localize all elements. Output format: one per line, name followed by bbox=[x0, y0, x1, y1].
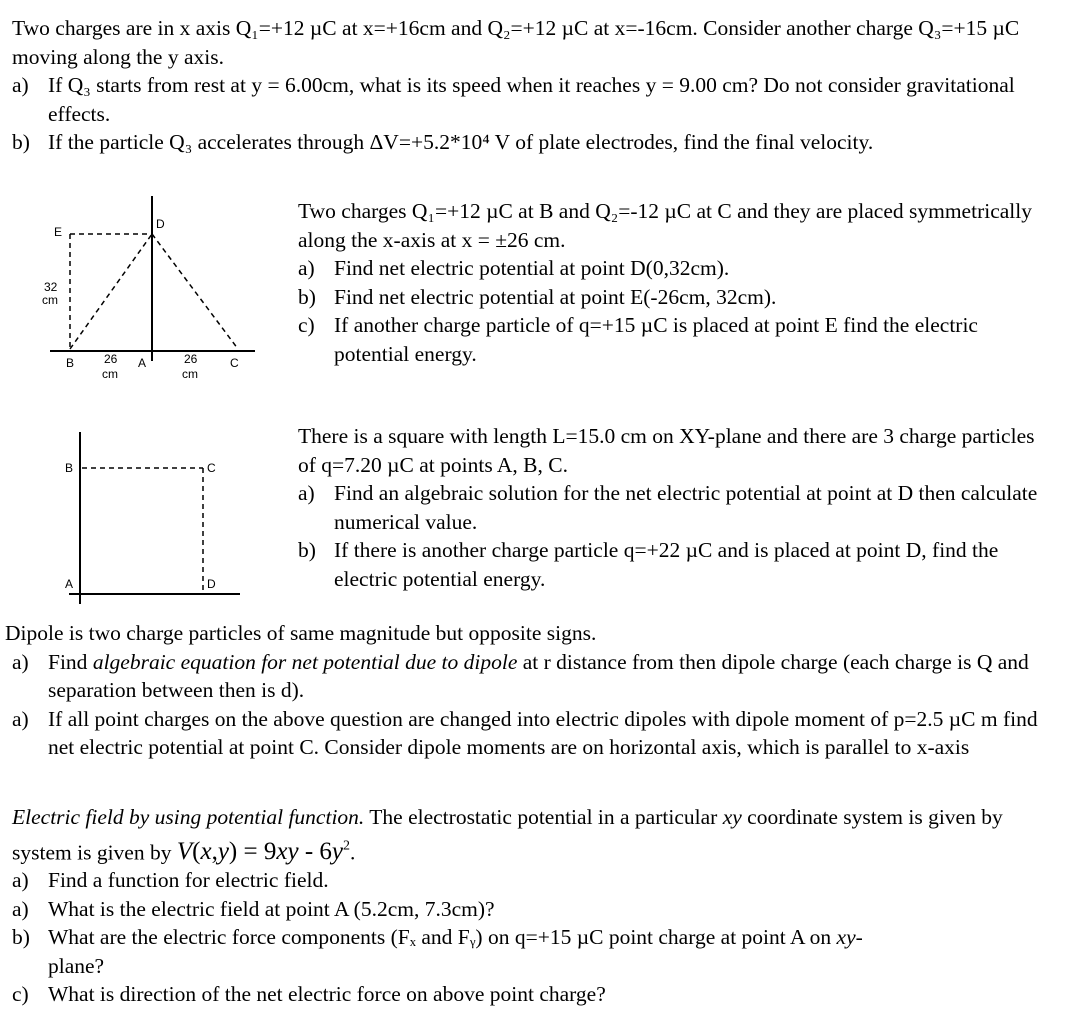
figure-triangle-diagram bbox=[30, 196, 270, 386]
problem-4-item-b bbox=[12, 705, 1065, 762]
point-a-label: A bbox=[138, 356, 147, 370]
intro-part-1: The electrostatic potential in a particular bbox=[364, 805, 723, 829]
problem-1-item-b bbox=[12, 128, 1062, 157]
item-text: What is direction of the net electric force on above point charge? bbox=[48, 982, 606, 1007]
problem-2-item-c bbox=[298, 311, 1038, 368]
point-b-label: B bbox=[65, 461, 74, 475]
item-italic: algebraic equation for net potential due to dipole bbox=[92, 649, 518, 674]
item-tail: plane? bbox=[48, 953, 105, 978]
problem-2 bbox=[298, 197, 1038, 368]
right-span-value-label: 26 bbox=[184, 352, 198, 366]
item-lead: Find bbox=[48, 649, 93, 674]
problem-2-item-a bbox=[298, 254, 1038, 283]
item-label: a) bbox=[298, 256, 315, 280]
problem-5-item-c bbox=[12, 980, 1062, 1009]
item-label: c) bbox=[298, 313, 315, 337]
item-text: Find net electric potential at point E(-26cm, 32cm). bbox=[334, 284, 777, 309]
item-italic: xy- bbox=[836, 925, 863, 950]
left-span-value-label: 26 bbox=[104, 352, 118, 366]
item-text: If all point charges on the above question are changed into electric dipoles with dipole moment of p=2.5 µC m find net electric potential at point C. Consider dipole moments are on horizontal axis, which is parallel to x-axis bbox=[48, 706, 1038, 759]
point-e-label: E bbox=[54, 225, 63, 239]
problem-5-title: Electric field by using potential function. bbox=[12, 805, 365, 829]
item-text: What are the electric force components (Fₓ and Fᵧ) on q=+15 µC point charge at point A on bbox=[48, 925, 837, 950]
item-label: b) bbox=[12, 925, 30, 950]
item-text: Find an algebraic solution for the net electric potential at point at D then calculate numerical value. bbox=[334, 481, 1038, 534]
problem-4-intro: Dipole is two charge particles of same magnitude but opposite signs. bbox=[5, 621, 597, 645]
item-rest: at r distance from then dipole charge (each charge is Q and separation between then is d). bbox=[48, 649, 1029, 702]
problem-5 bbox=[12, 803, 1062, 1009]
problem-5-item-b bbox=[12, 923, 1062, 980]
problem-3-item-a bbox=[298, 479, 1038, 536]
item-text: If there is another charge particle q=+22 µC and is placed at point D, find the electric potential energy. bbox=[334, 538, 999, 591]
item-text: If Q₃ starts from rest at y = 6.00cm, what is its speed when it reaches y = 9.00 cm? Do not consider gravitational effects. bbox=[48, 73, 1015, 126]
problem-5-item-a bbox=[12, 866, 1062, 895]
point-c-label: C bbox=[207, 461, 216, 475]
intro-xy: xy bbox=[722, 805, 742, 829]
item-label: a) bbox=[12, 649, 29, 674]
item-text: Find a function for electric field. bbox=[48, 868, 329, 893]
point-d-label: D bbox=[207, 577, 216, 591]
point-a-label: A bbox=[65, 577, 74, 591]
dashed-b-d bbox=[70, 234, 152, 349]
problem-2-intro: Two charges Q₁=+12 µC at B and Q₂=-12 µC at C and they are placed symmetrically along the x-axis at x = ±26 cm. bbox=[298, 199, 1032, 252]
left-span-unit-label: cm bbox=[102, 367, 118, 381]
item-label: c) bbox=[12, 982, 29, 1007]
item-label: b) bbox=[298, 538, 316, 562]
item-label: a) bbox=[12, 73, 29, 97]
problem-4-item-a bbox=[12, 648, 1065, 705]
problem-5-item-a2 bbox=[12, 895, 1062, 924]
height-unit-label: cm bbox=[42, 293, 58, 307]
item-label: a) bbox=[12, 868, 29, 893]
problem-2-item-b bbox=[298, 283, 1038, 312]
item-label: a) bbox=[12, 896, 29, 921]
formula-period: . bbox=[350, 839, 356, 864]
dashed-d-c bbox=[152, 234, 238, 349]
problem-5-formula-line bbox=[12, 833, 1062, 867]
point-c-label: C bbox=[230, 356, 239, 370]
height-value-label: 32 bbox=[44, 280, 58, 294]
right-span-unit-label: cm bbox=[182, 367, 198, 381]
point-b-label: B bbox=[66, 356, 75, 370]
item-label: b) bbox=[12, 130, 30, 154]
problem-3-item-b bbox=[298, 536, 1038, 593]
point-d-label: D bbox=[156, 217, 165, 231]
potential-formula: $V(x,y) = 9xy - 6y^2$ bbox=[176, 837, 350, 865]
item-label: a) bbox=[298, 481, 315, 505]
formula-lead: system is given by bbox=[12, 839, 177, 864]
item-text: If the particle Q₃ accelerates through ΔV=+5.2*10⁴ V of plate electrodes, find the final velocity. bbox=[48, 130, 874, 154]
item-label: b) bbox=[298, 284, 316, 309]
problem-1-intro: Two charges are in x axis Q₁=+12 µC at x=+16cm and Q₂=+12 µC at x=-16cm. Consider another charge Q₃=+15 µC moving along the y axis. bbox=[12, 16, 1020, 69]
intro-part-2: coordinate system is given by bbox=[741, 805, 1003, 829]
problem-3-intro: There is a square with length L=15.0 cm on XY-plane and there are 3 charge particles of q=7.20 µC at points A, B, C. bbox=[298, 424, 1035, 477]
item-text: If another charge particle of q=+15 µC is placed at point E find the electric potential energy. bbox=[334, 313, 978, 366]
item-text: Find net electric potential at point D(0,32cm). bbox=[334, 256, 730, 280]
problem-4 bbox=[5, 619, 1065, 762]
figure-square-diagram bbox=[55, 432, 275, 612]
problem-1-item-a bbox=[12, 71, 1062, 128]
problem-1 bbox=[12, 14, 1062, 157]
problem-5-intro bbox=[12, 803, 1062, 832]
problem-3 bbox=[298, 422, 1038, 593]
item-text: What is the electric field at point A (5.2cm, 7.3cm)? bbox=[48, 896, 495, 921]
item-label: a) bbox=[12, 706, 29, 731]
